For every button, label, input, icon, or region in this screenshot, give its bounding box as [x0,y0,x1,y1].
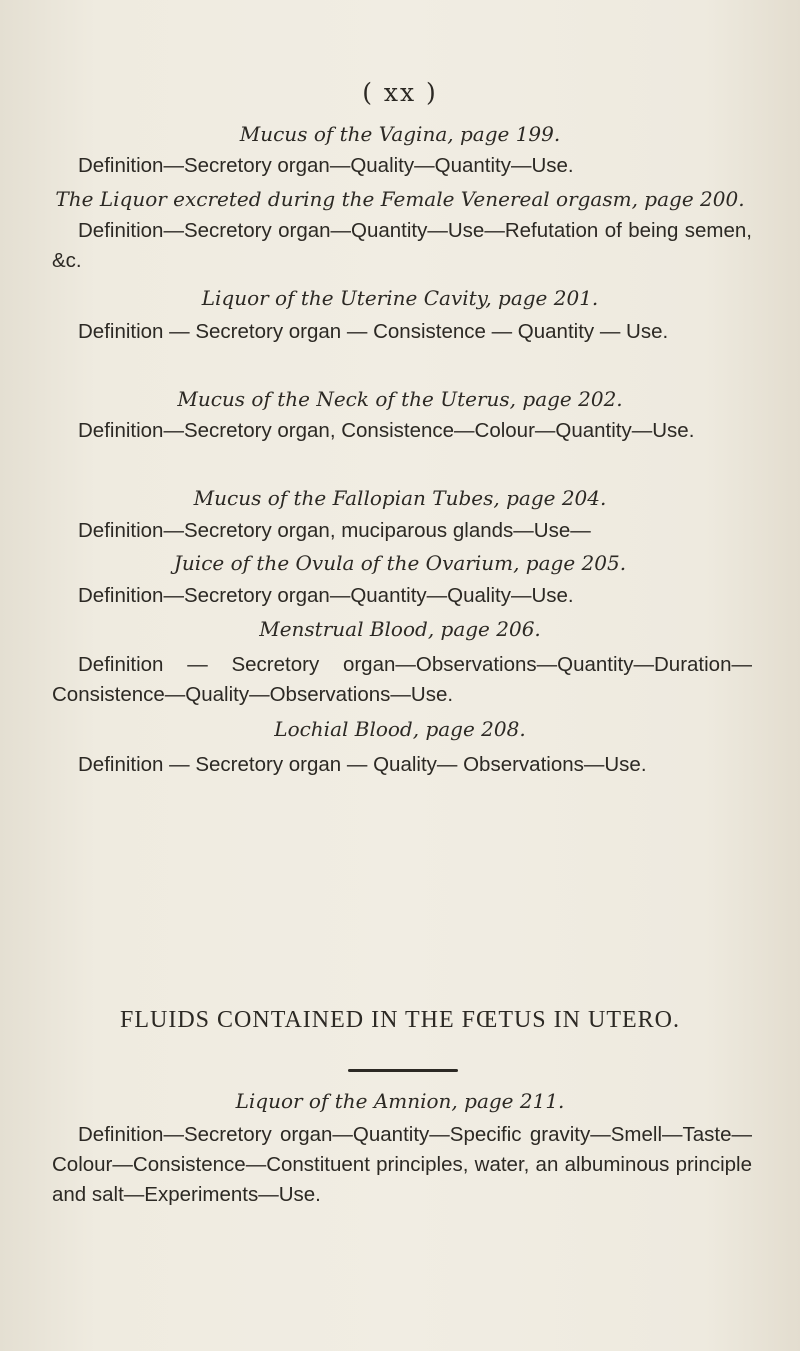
entry-title: Mucus of the Fallopian Tubes, page 204. [193,486,607,510]
entry-title: Liquor of the Uterine Cavity, page 201. [201,286,599,310]
section-divider-rule [348,1069,458,1072]
entry-body: Definition—Secretory organ, Consistence—Colour—Quantity—Use. [78,419,695,442]
entry-body: Definition — Secretory organ — Quality— Observations—Use. [78,753,647,776]
section-heading: FLUIDS CONTAINED IN THE FŒTUS IN UTERO. [120,1007,680,1033]
entry-title: Mucus of the Vagina, page 199. [239,122,561,146]
entry-title: Juice of the Ovula of the Ovarium, page 205. [173,551,627,575]
entry-title: Liquor of the Amnion, page 211. [235,1089,565,1113]
entry-title: The Liquor excreted during the Female Venereal orgasm, page 200. [55,187,745,211]
entry-body: Definition — Secretory organ—Observations—Quantity—Duration—Consistence—Quality—Observations—Use. [52,653,752,706]
page-number-header: ( xx ) [362,78,438,107]
entry-body: Definition—Secretory organ—Quantity—Quality—Use. [78,584,574,607]
entry-body: Definition—Secretory organ—Quantity—Use—Refutation of being semen, &c. [52,219,752,272]
entry-title: Lochial Blood, page 208. [274,717,526,741]
entry-body: Definition — Secretory organ — Consistence — Quantity — Use. [78,320,669,343]
entry-body: Definition—Secretory organ—Quantity—Specific gravity—Smell—Taste—Colour—Consistence—Constituent principles, water, an albuminous principle and salt—Experiments—Use. [52,1123,752,1206]
entry-title: Menstrual Blood, page 206. [259,617,541,641]
entry-body: Definition—Secretory organ, muciparous glands—Use— [78,519,591,542]
entry-body: Definition—Secretory organ—Quality—Quantity—Use. [78,154,574,177]
entry-title: Mucus of the Neck of the Uterus, page 202. [177,387,623,411]
